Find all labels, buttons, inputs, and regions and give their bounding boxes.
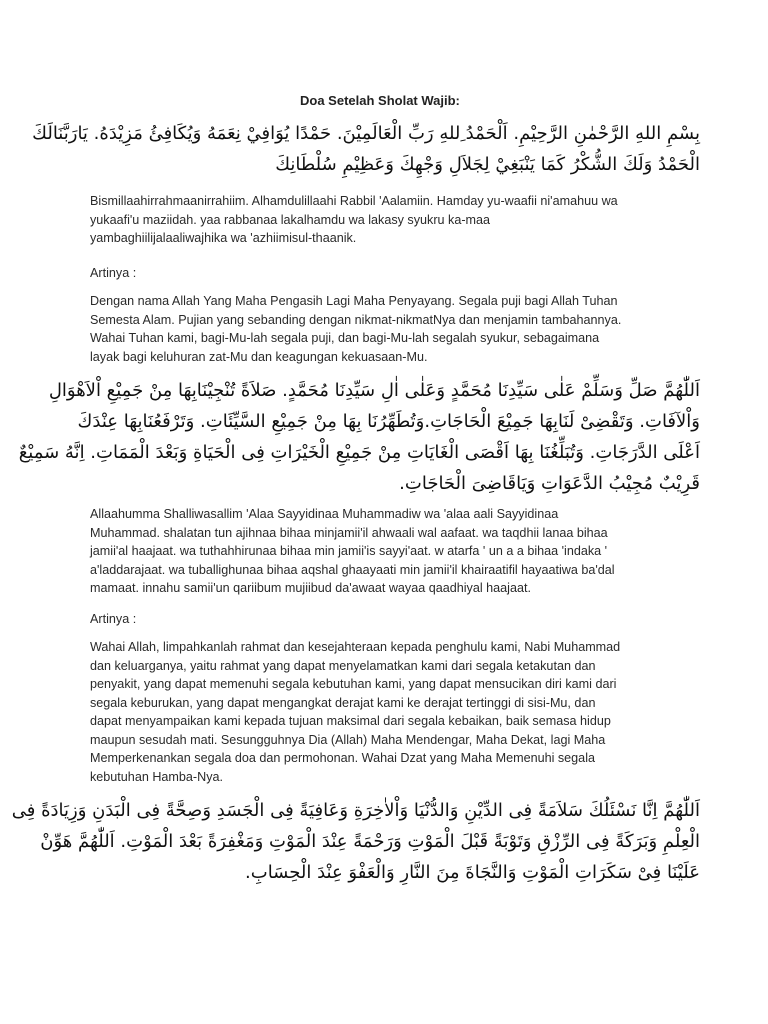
arabic-line: عَلَيْنَا فِىْ سَكَرَاتِ الْمَوْتِ وَالنَّجَاةَ مِنَ النَّارِ وَالْعَفْوَ عِنْدَ الْحِسَابِ. — [245, 862, 700, 883]
translation-2 — [90, 638, 700, 786]
text-line: Bismillaahirrahmaanirrahiim. Alhamdulillaahi Rabbil 'Aalamiin. Hamday yu-waafii ni'amahuu wa — [90, 194, 618, 208]
text-line: segala keburukan, yang dapat mengangkat derajat kami ke derajat tertinggi di sisi-Mu, dan — [90, 695, 596, 710]
transliteration-1 — [90, 192, 700, 248]
arabic-line: قَرِيْبٌ مُجِيْبُ الدَّعَوَاتِ وَيَاقَاضِىَ الْحَاجَاتِ. — [399, 473, 700, 494]
text-line: dapat menyampaikan kami kepada tujuan maksimal dari segala kebaikan, baik semasa hidup — [90, 714, 611, 728]
arabic-line: اَللّٰهُمَّ صَلِّ وَسَلِّمْ عَلٰى سَيِّدِنَا مُحَمَّدٍ وَعَلٰى اٰلِ سَيِّدِنَا مُحَمَّدٍ. صَلاَةً تُنْجِيْنَابِهَا مِنْ جَمِيْعِ اْلاَهْوَالِ — [48, 380, 700, 401]
text-line: yambaghiilijalaaliwajhika wa 'azhiimisul-thaanik. — [90, 231, 357, 245]
text-line: Muhammad. shalatan tun ajihnaa bihaa minjamii'il ahwaali wal aafaat. wa taqdhii lanaa bihaa — [90, 525, 608, 540]
arabic-line: اَعْلَى الدَّرَجَاتِ. وَتُبَلِّغُنَا بِهَا اَقْصَى الْغَايَاتِ مِنْ جَمِيْعِ الْخَيْرَاتِ فِى الْحَيَاةِ وَبَعْدَ الْمَمَاتِ. اِنَّهُ سَمِيْعٌ — [18, 442, 700, 463]
text-line: dan keluarganya, yaitu rahmat yang dapat menyelamatkan kami dari segala ketakutan dan — [90, 658, 596, 673]
arabic-prayer-1 — [32, 118, 700, 180]
text-line: Memperkenankan segala doa dan permohonan. Wahai Dzat yang Maha Memenuhi segala — [90, 751, 595, 765]
arabic-line: بِسْمِ اللهِ الرَّحْمٰنِ الرَّحِيْمِ. اَلْحَمْدُ ِللهِ رَبِّ الْعَالَمِيْنَ. حَمْدًا يُوَافِيْ نِعَمَهُ وَيُكَافِئُ مَزِيْدَهُ. يَارَبَّنَالَكَ — [32, 123, 700, 144]
text-line: maupun sesudah mati. Sesungguhnya Dia (Allah) Maha Mendengar, Maha Dekat, lagi Maha — [90, 732, 606, 747]
transliteration-2 — [90, 505, 700, 598]
text-line: Semesta Alam. Pujian yang sebanding dengan nikmat-nikmatNya dan menjamin tambahannya. — [90, 312, 622, 327]
arabic-prayer-2 — [18, 375, 700, 499]
text-line: Allaahumma Shalliwasallim 'Alaa Sayyidinaa Muhammadiw wa 'alaa aali Sayyidinaa — [90, 507, 559, 521]
arabic-prayer-3 — [11, 795, 700, 888]
text-line: a'laddarajaat. wa tuballighunaa bihaa aqshal ghaayaati min jamii'il khairaatifil hayaatiwa ba'dal — [90, 562, 615, 577]
artinya-label-1: Artinya : — [90, 266, 137, 280]
text-line: Wahai Allah, limpahkanlah rahmat dan kesejahteraan kepada penghulu kami, Nabi Muhammad — [90, 640, 621, 654]
arabic-line: الْعِلْمِ وَبَرَكَةً فِى الرِّزْقِ وَتَوْبَةً قَبْلَ الْمَوْتِ وَرَحْمَةً عِنْدَ الْمَوْتِ وَمَغْفِرَةً بَعْدَ الْمَوْتِ. اَللّٰهُمَّ هَوِّنْ — [40, 831, 700, 852]
arabic-line: الْحَمْدُ وَلَكَ الشُّكْرُ كَمَا يَنْبَغِيْ لِجَلاَلِ وَجْهِكَ وَعَظِيْمِ سُلْطَانِكَ — [275, 154, 700, 175]
artinya-label-2: Artinya : — [90, 612, 137, 626]
arabic-line: اَللّٰهُمَّ اِنَّا نَسْئَلُكَ سَلاَمَةً فِى الدِّيْنِ وَالدُّنْيَا وَاْلاٰخِرَةِ وَعَافِيَةً فِى الْجَسَدِ وَصِحَّةً فِى الْبَدَنِ وَزِيَادَةً فِى — [11, 800, 700, 821]
arabic-line: وَاْلآفَاتِ. وَتَقْضِىْ لَنَابِهَا جَمِيْعَ الْحَاجَاتِ.وَتُطَهِّرُنَا بِهَا مِنْ جَمِيْعِ السَّيِّئَاتِ. وَتَرْفَعُنَابِهَا عِنْدَكَ — [77, 411, 700, 432]
text-line: Dengan nama Allah Yang Maha Pengasih Lagi Maha Penyayang. Segala puji bagi Allah Tuhan — [90, 294, 618, 308]
text-line: jamii'al haajaat. wa tuthahhirunaa bihaa min jamii'is sayyi'aat. w atarfa ' un a a bihaa 'indaka ' — [90, 544, 608, 558]
text-line: yukaafi'u maziidah. yaa rabbanaa lakalhamdu wa lakasy syukru ka-maa — [90, 212, 491, 227]
text-line: kebutuhan Hamba-Nya. — [90, 769, 224, 784]
translation-1 — [90, 292, 700, 366]
text-line: Wahai Tuhan kami, bagi-Mu-lah segala puji, dan bagi-Mu-lah segalah syukur, sebagaimana — [90, 331, 600, 345]
text-line: layak bagi keluhuran zat-Mu dan keagungan kekuasaan-Mu. — [90, 349, 428, 364]
text-line: penyakit, yang dapat memenuhi segala kebutuhan kami, yang dapat mensucikan diri kami dari — [90, 677, 617, 691]
text-line: mamaat. innahu samii'un qariibum mujiibud da'awaat wayaa qaadhiyal haajaat. — [90, 581, 531, 595]
document-title: Doa Setelah Sholat Wajib: — [300, 93, 460, 108]
